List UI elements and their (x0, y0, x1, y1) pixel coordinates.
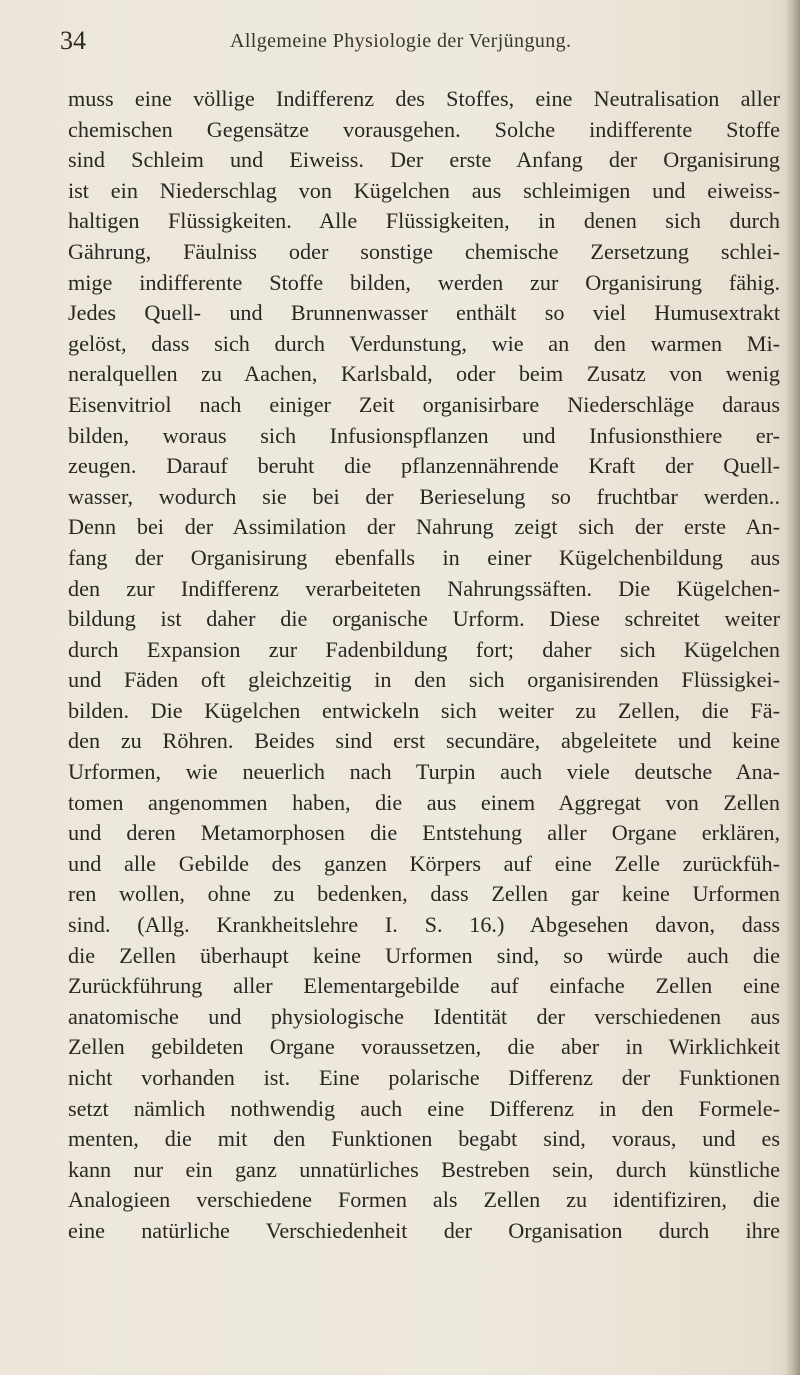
text-line: Analogieen verschiedene Formen als Zellen zu identifiziren, die (68, 1187, 780, 1213)
page-number: 34 (60, 26, 86, 55)
text-line: Gährung, Fäulniss oder sonstige chemische Zersetzung schlei- (68, 238, 780, 264)
text-line: gelöst, dass sich durch Verdunstung, wie an den warmen Mi- (68, 330, 780, 356)
text-line: menten, die mit den Funktionen begabt sind, voraus, und es (68, 1126, 780, 1152)
text-line: bilden, woraus sich Infusionspflanzen und Infusionsthiere er- (68, 422, 780, 448)
text-line: bildung ist daher die organische Urform. Diese schreitet weiter (68, 606, 780, 632)
text-line: Eisenvitriol nach einiger Zeit organisirbare Niederschläge daraus (68, 391, 780, 417)
text-line: sind. (Allg. Krankheitslehre I. S. 16.) Abgesehen davon, dass (68, 912, 780, 938)
text-line: nicht vorhanden ist. Eine polarische Differenz der Funktionen (68, 1065, 780, 1090)
text-line: muss eine völlige Indifferenz des Stoffes, eine Neutralisation aller (68, 86, 780, 111)
text-line: ren wollen, ohne zu bedenken, dass Zellen gar keine Urformen (68, 881, 780, 907)
text-line: Zellen gebildeten Organe voraussetzen, die aber in Wirklichkeit (68, 1034, 780, 1060)
text-line: wasser, wodurch sie bei der Berieselung so fruchtbar werden.. (68, 483, 780, 509)
page-edge-shadow (786, 0, 800, 1375)
text-line: und alle Gebilde des ganzen Körpers auf eine Zelle zurückfüh- (68, 850, 780, 876)
text-line: die Zellen überhaupt keine Urformen sind, so würde auch die (68, 942, 780, 968)
text-line: den zu Röhren. Beides sind erst secundäre, abgeleitete und keine (68, 728, 780, 754)
text-line: neralquellen zu Aachen, Karlsbald, oder beim Zusatz von wenig (68, 361, 780, 387)
text-line: eine natürliche Verschiedenheit der Organisation durch ihre (68, 1217, 780, 1243)
text-line: ist ein Niederschlag von Kügelchen aus schleimigen und eiweiss- (68, 177, 780, 203)
text-line: mige indifferente Stoffe bilden, werden zur Organisirung fähig. (68, 269, 780, 295)
body-text (68, 84, 780, 1247)
text-line: haltigen Flüssigkeiten. Alle Flüssigkeiten, in denen sich durch (68, 208, 780, 234)
running-head: Allgemeine Physiologie der Verjüngung. (230, 30, 572, 52)
text-line: chemischen Gegensätze vorausgehen. Solche indifferente Stoffe (68, 116, 780, 142)
text-line: setzt nämlich nothwendig auch eine Differenz in den Formele- (68, 1095, 780, 1121)
text-line: und deren Metamorphosen die Entstehung aller Organe erklären, (68, 820, 780, 846)
text-line: zeugen. Darauf beruht die pflanzennährende Kraft der Quell- (68, 453, 780, 479)
text-line: sind Schleim und Eiweiss. Der erste Anfang der Organisirung (68, 147, 780, 173)
text-line: Urformen, wie neuerlich nach Turpin auch viele deutsche Ana- (68, 759, 780, 785)
text-line: Jedes Quell- und Brunnenwasser enthält so viel Humusextrakt (68, 300, 780, 326)
page-header (60, 20, 760, 60)
text-line: bilden. Die Kügelchen entwickeln sich weiter zu Zellen, die Fä- (68, 697, 780, 723)
text-line: durch Expansion zur Fadenbildung fort; daher sich Kügelchen (68, 636, 780, 662)
text-line: Zurückführung aller Elementargebilde auf einfache Zellen eine (68, 973, 780, 999)
text-line: kann nur ein ganz unnatürliches Bestreben sein, durch künstliche (68, 1156, 780, 1182)
text-line: Denn bei der Assimilation der Nahrung zeigt sich der erste An- (68, 514, 780, 540)
text-line: tomen angenommen haben, die aus einem Aggregat von Zellen (68, 789, 780, 815)
text-line: und Fäden oft gleichzeitig in den sich organisirenden Flüssigkei- (68, 667, 780, 693)
text-line: anatomische und physiologische Identität der verschiedenen aus (68, 1003, 780, 1029)
text-line: fang der Organisirung ebenfalls in einer Kügelchenbildung aus (68, 544, 780, 570)
text-line: den zur Indifferenz verarbeiteten Nahrungssäften. Die Kügelchen- (68, 575, 780, 601)
